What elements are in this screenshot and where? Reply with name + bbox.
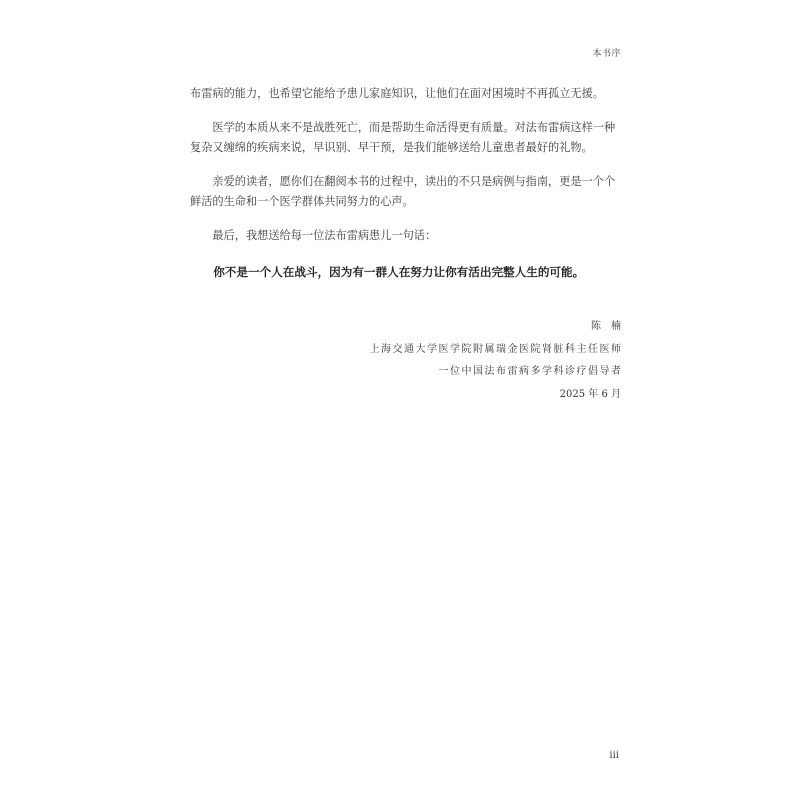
- running-head-title: 本书序: [592, 49, 621, 59]
- page-number: iii: [609, 750, 619, 761]
- paragraph-continued: 布雷病的能力，也希望它能给予患儿家庭知识，让他们在面对困境时不再孤立无援。: [190, 87, 604, 100]
- paragraph-dear-readers: 亲爱的读者，愿你们在翻阅本书的过程中，读出的不只是病例与指南，更是一个个鲜活的生命和一个医学群体共同努力的心声。: [190, 175, 616, 208]
- author-name: 陈楠: [591, 321, 631, 332]
- preface-body: [190, 84, 622, 282]
- author-role: 一位中国法布雷病多学科诊疗倡导者: [438, 366, 623, 377]
- emphasis-quote: 你不是一个人在战斗，因为有一群人在努力让你有活出完整人生的可能。: [213, 265, 585, 279]
- signature-block: [369, 316, 631, 406]
- paragraph-medicine-essence: 医学的本质从来不是战胜死亡，而是帮助生命活得更有质量。对法布雷病这样一种复杂又缠绵的疾病来说，早识别、早干预，是我们能够送给儿童患者最好的礼物。: [190, 121, 616, 154]
- author-affiliation: 上海交通大学医学院附属瑞金医院肾脏科主任医师: [369, 343, 623, 355]
- signature-date: 2025 年 6 月: [559, 388, 621, 400]
- paragraph-closing-intro: 最后，我想送给每一位法布雷病患儿一句话：: [212, 229, 437, 242]
